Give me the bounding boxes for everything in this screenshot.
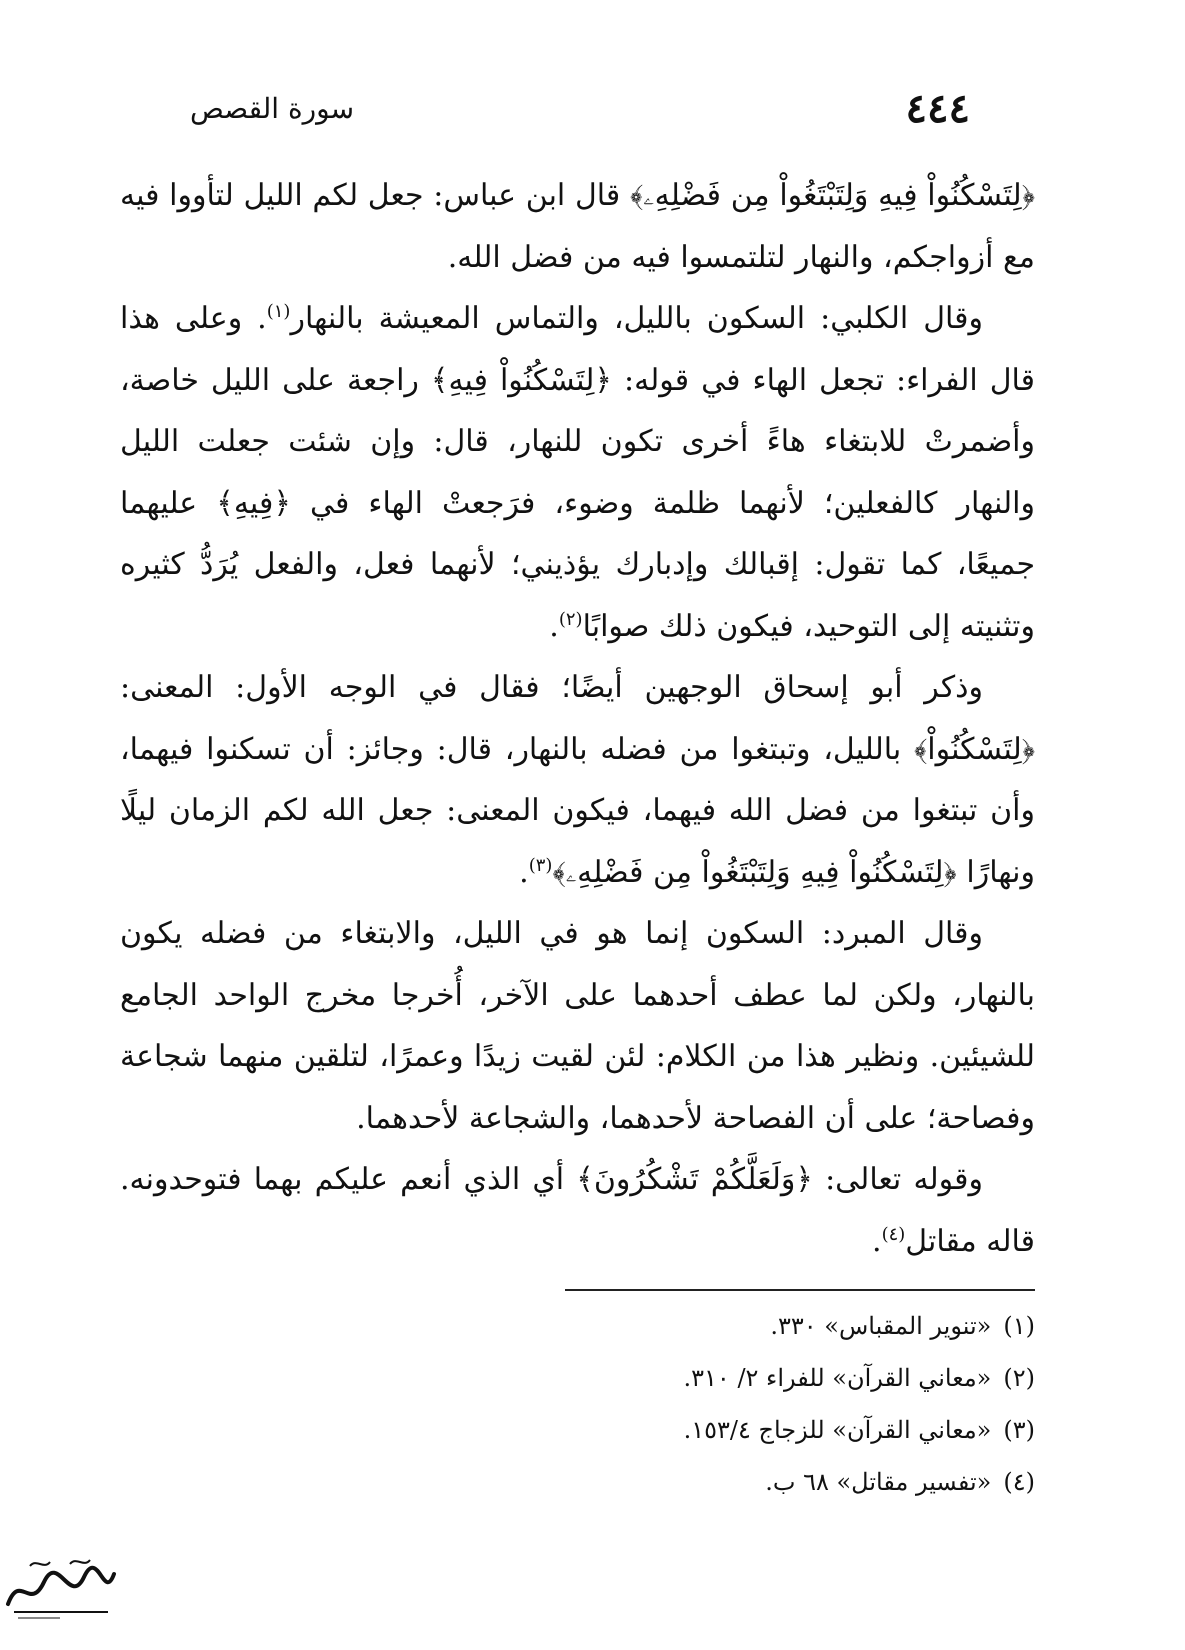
footnote <box>420 1456 1035 1508</box>
footnote-divider <box>565 1289 1035 1291</box>
paragraph-text: وقوله تعالى: ﴿وَلَعَلَّكُمْ تَشْكُرُونَ﴾ أي الذي أنعم عليكم بهما فتوحدونه. قاله مقاتل <box>120 1162 1035 1259</box>
paragraph-text: ﴿لِتَسْكُنُواْ فِيهِ وَلِتَبْتَغُواْ مِن فَضْلِهِۦ﴾ قال ابن عباس: جعل لكم الليل لتأووا فيه مع أزواجكم، والنهار لتلتمسوا فيه من فضل الله. <box>120 178 1035 275</box>
paragraph-text: وقال المبرد: السكون إنما هو في الليل، والابتغاء من فضله يكون بالنهار، ولكن لما عطف أحدهما على الآخر، أُخرجا مخرج الواحد الجامع للشيئين. ونظير هذا من الكلام: لئن لقيت زيدًا وعمرًا، لتلقين منهما شجاعة وفصاحة؛ على أن الفصاحة لأحدهما، والشجاعة لأحدهما. <box>120 916 1035 1136</box>
footnote-number: (٤) <box>1003 1468 1035 1496</box>
footnote <box>420 1404 1035 1456</box>
paragraph <box>120 1149 1035 1272</box>
paragraph-text: وذكر أبو إسحاق الوجهين أيضًا؛ فقال في الوجه الأول: المعنى: ﴿لِتَسْكُنُواْ﴾ بالليل، وتبتغوا من فضله بالنهار، قال: وجائز: أن تسكنوا فيهما، وأن تبتغوا من فضل الله فيهما، فيكون المعنى: جعل الله لكم الزمان ليلًا ونهارًا ﴿لِتَسْكُنُواْ فِيهِ وَلِتَبْتَغُواْ مِن فَضْلِهِۦ﴾ <box>120 670 1035 890</box>
footnote-number: (١) <box>1003 1312 1035 1340</box>
paragraph <box>120 288 1035 657</box>
footnote-reference: (١) <box>266 301 291 322</box>
footnote-text: «معاني القرآن» للفراء ٢/ ٣١٠. <box>683 1364 992 1392</box>
paragraph-text: . وعلى هذا قال الفراء: تجعل الهاء في قوله: ﴿لِتَسْكُنُواْ فِيهِ﴾ راجعة على الليل خاصة، وأضمرتْ للابتغاء هاءً أخرى تكون للنهار، قال: وإن شئت جعلت الليل والنهار كالفعلين؛ لأنهما ظلمة وضوء، فرَجعتْ الهاء في ﴿فِيهِ﴾ عليهما جميعًا، كما تقول: إقبالك وإدبارك يؤذيني؛ لأنهما فعل، والفعل يُرَدُّ كثيره وتثنيته إلى التوحيد، فيكون ذلك صوابًا <box>120 301 1035 644</box>
surah-title: سورة القصص <box>190 91 355 125</box>
footnotes <box>420 1300 1035 1508</box>
paragraph <box>120 903 1035 1149</box>
page-header <box>190 78 970 138</box>
footnote-reference: (٤) <box>881 1223 906 1245</box>
footnote-text: «معاني القرآن» للزجاج ١٥٣/٤. <box>683 1416 992 1444</box>
footnote <box>420 1352 1035 1404</box>
page-number: ٤٤٤ <box>905 84 970 132</box>
footnote-text: «تفسير مقاتل» ٦٨ ب. <box>765 1468 992 1496</box>
paragraph-text: . <box>872 1223 882 1259</box>
paragraph <box>120 165 1035 288</box>
paragraph-text: وقال الكلبي: السكون بالليل، والتماس المعيشة بالنهار <box>290 301 983 336</box>
publisher-logo-icon <box>0 1552 120 1622</box>
footnote-reference: (٢) <box>558 608 583 630</box>
footnote <box>420 1300 1035 1352</box>
paragraph-text: . <box>519 854 529 890</box>
paragraph <box>120 657 1035 903</box>
footnote-number: (٣) <box>1003 1416 1035 1444</box>
body-text <box>120 165 1035 1272</box>
footnote-text: «تنوير المقباس» ٣٣٠. <box>770 1312 992 1340</box>
footnote-reference: (٣) <box>528 854 553 876</box>
paragraph-text: . <box>549 608 559 644</box>
footnote-number: (٢) <box>1003 1364 1035 1392</box>
